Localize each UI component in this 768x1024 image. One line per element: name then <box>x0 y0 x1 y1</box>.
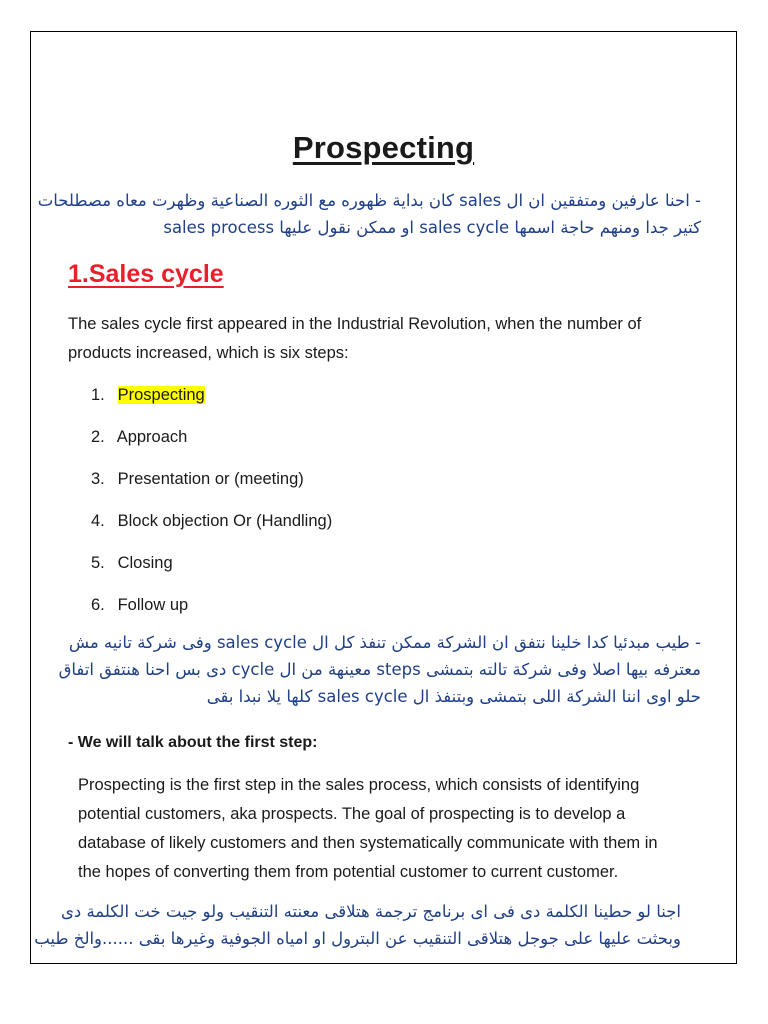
step-item <box>91 382 332 424</box>
document-page <box>30 31 737 964</box>
step-item <box>91 508 332 550</box>
intro-arabic-note <box>37 187 701 241</box>
step-label: Approach <box>116 428 188 446</box>
section-heading: 1.Sales cycle <box>68 260 224 288</box>
prospecting-paragraph <box>78 771 768 887</box>
closing-arabic-line: اجنا لو حطينا الكلمة دى فى اى برنامج ترجمة هتلاقى معنته التنقيب ولو جيت خت الكلمة دى <box>60 902 681 921</box>
first-step-heading: - We will talk about the first step: <box>68 734 318 751</box>
intro-arabic-line: كتير جدا ومنهم حاجة اسمها sales cycle او ممكن نقول عليها sales process <box>163 218 701 237</box>
steps-arabic-line: حلو اوى اننا الشركة اللى بتمشى وبتنفذ ال sales cycle كلها يلا نبدا بقى <box>206 687 701 706</box>
step-label-highlighted: Prospecting <box>117 386 205 404</box>
step-label: Presentation or (meeting) <box>117 470 304 488</box>
paragraph-line: potential customers, aka prospects. The goal of prospecting is to develop a <box>78 805 626 823</box>
sales-cycle-steps <box>91 382 332 634</box>
step-number: 5. <box>91 554 105 572</box>
steps-arabic-line: - طيب مبدئيا كدا خلينا نتفق ان الشركة ممكن تنفذ كل ال sales cycle وفى شركة تانيه مش <box>68 633 701 652</box>
step-number: 1. <box>91 386 105 404</box>
step-number: 2. <box>91 428 105 446</box>
step-number: 6. <box>91 596 105 614</box>
paragraph-line: Prospecting is the first step in the sales process, which consists of identifying <box>78 776 640 794</box>
paragraph-line: products increased, which is six steps: <box>68 344 349 362</box>
step-item <box>91 550 332 592</box>
step-label: Closing <box>117 554 173 572</box>
step-item <box>91 592 332 634</box>
step-label: Follow up <box>117 596 189 614</box>
step-number: 3. <box>91 470 105 488</box>
steps-arabic-note <box>58 629 701 710</box>
closing-arabic-note <box>34 898 681 952</box>
closing-arabic-line: وبحثت عليها على جوجل هتلاقى التنقيب عن البترول او امياه الجوفية وغيرها بقى ......والخ طيب <box>34 929 681 948</box>
steps-arabic-line: معترفه بيها اصلا وفى شركة تالته بتمشى steps معينهة من ال cycle دى بس احنا هنتفق اتفاق <box>58 660 701 679</box>
step-item <box>91 424 332 466</box>
step-item <box>91 466 332 508</box>
intro-arabic-line: - احنا عارفين ومتفقين ان ال sales كان بداية ظهوره مع الثوره الصناعية وظهرت معاه مصطلحات <box>37 191 701 210</box>
paragraph-line: the hopes of converting them from potential customer to current customer. <box>78 863 619 881</box>
section-paragraph <box>68 310 753 368</box>
step-number: 4. <box>91 512 105 530</box>
step-label: Block objection Or (Handling) <box>117 512 333 530</box>
page-title: Prospecting <box>292 130 475 165</box>
paragraph-line: database of likely customers and then systematically communicate with them in <box>78 834 658 852</box>
paragraph-line: The sales cycle first appeared in the Industrial Revolution, when the number of <box>68 315 642 333</box>
